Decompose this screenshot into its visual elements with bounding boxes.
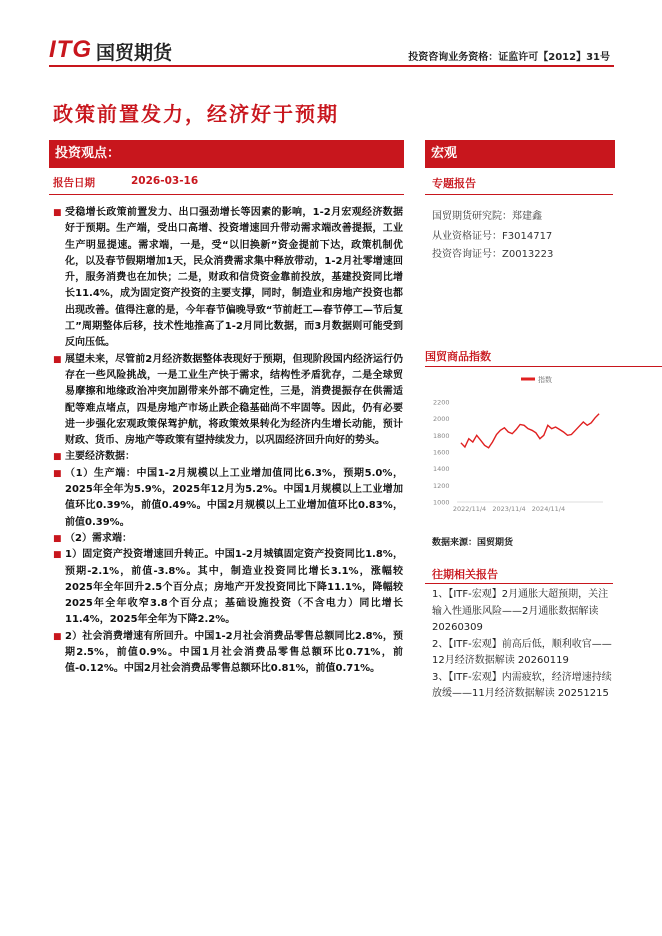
related-report-item[interactable]: 3、【ITF-宏观】内需疲软，经济增速持续放缓——11月经济数据解读 20251215 (432, 671, 612, 699)
bullet-icon: ■ (53, 533, 62, 544)
report-date: 2026-03-16 (131, 175, 199, 187)
data-source: 数据来源：国贸期货 (432, 538, 514, 548)
company-name: 国贸期货 (96, 42, 173, 64)
index-divider (425, 366, 662, 367)
sidebar-divider (425, 194, 613, 195)
bullet-icon: ■ (53, 354, 62, 365)
paragraph: ■ （2）需求端： (53, 531, 403, 547)
legend-label: 指数 (538, 376, 552, 384)
paragraph: ■ 展望未来，尽管前2月经济数据整体表现好于预期，但现阶段国内经济运行仍存在一些风险挑战，一是工业生产快于需求，结构性矛盾犹存，二是全球贸易摩擦和地缘政治冲突加剧带来外部不确定性，三是，消费提振存在供需适配等难点堵点，四是房地产市场止跌企稳基础尚不牢固等。因此，仍有必要进一步强化宏观政策保驾护航，将政策效果转化为经济内生增长动能，预计财政、货币、房地产等政策有望持续发力，以巩固经济回升向好的势头。 (53, 353, 403, 447)
related-report-item[interactable]: 1、【ITF-宏观】2月通胀大超预期，关注输入性通胀风险——2月通胀数据解读 20260309 (432, 589, 609, 633)
report-title: 政策前置发力，经济好于预期 (53, 102, 339, 126)
institute-author: 国贸期货研究院：郑建鑫 (432, 211, 542, 222)
bullet-icon: ■ (53, 452, 62, 463)
qualification-number: 从业资格证号：F3014717 (432, 231, 553, 242)
x-tick-label: 2022/11/4 (452, 505, 487, 513)
paragraph: ■ 2）社会消费增速有所回升。中国1-2月社会消费品零售总额同比2.8%，预期2.5%，前值0.9%。中国1月社会消费品零售总额环比0.71%，前值-0.12%。中国2月社会消费品零售总额环比0.81%，前值0.71%。 (53, 630, 403, 675)
header-divider (49, 65, 614, 67)
series-line (461, 414, 599, 448)
y-tick-label: 1200 (433, 481, 450, 490)
x-tick-label: 2024/11/4 (531, 505, 566, 513)
paragraph: ■ （1）生产端：中国1-2月规模以上工业增加值同比6.3%，预期5.0%，2025年全年为5.9%，2025年12月为5.2%。中国1月规模以上工业增加值环比0.39%，前值0.49%。中国2月规模以上工业增加值环比0.83%，前值0.39%。 (53, 467, 403, 528)
y-tick-label: 1000 (433, 498, 450, 507)
index-title: 国贸商品指数 (425, 350, 491, 363)
y-tick-label: 1800 (433, 431, 450, 440)
special-report-label: 专题报告 (432, 177, 476, 190)
bullet-icon: ■ (53, 468, 62, 479)
bullet-icon: ■ (53, 208, 62, 218)
paragraph: ■ 受稳增长政策前置发力、出口强劲增长等因素的影响，1-2月宏观经济数据好于预期。生产端，受出口高增、投资增速回升带动需求端改善提振，工业生产明显提速。需求端，一是，受“以旧换新”资金提前下达，政策机制优化，以及春节假期增加1天，民众消费需求集中释放带动，1-2月社零增速回升，服务消费也在加快；二是，财政和信贷资金靠前投放，基建投资同比增长11.4%，成为固定资产投资的主要支撑，同时，制造业和房地产投资也都出现改善。值得注意的是，今年春节偏晚导致“节前赶工—春节停工—节后复工”周期整体后移，技术性地推高了1-2月同比数据，而3月数据则可能受到反向压低。 (53, 207, 403, 349)
itg-logo: ITG (49, 36, 92, 63)
consult-number: 投资咨询证号：Z0013223 (432, 249, 554, 260)
bullet-icon: ■ (53, 631, 62, 642)
paragraph: ■ 主要经济数据： (53, 449, 403, 465)
related-reports-list (432, 583, 612, 703)
license-text: 投资咨询业务资格：证监许可【2012】31号 (408, 52, 610, 63)
report-date-row (49, 172, 404, 195)
category-bar: 宏观 (425, 140, 615, 168)
x-tick-label: 2023/11/4 (492, 505, 526, 513)
main-content (53, 205, 403, 678)
y-tick-label: 2000 (433, 415, 450, 424)
report-date-label: 报告日期 (53, 177, 95, 189)
y-tick-label: 2200 (433, 398, 450, 407)
index-chart (425, 368, 662, 518)
viewpoint-bar: 投资观点： (49, 140, 404, 168)
related-reports-title: 往期相关报告 (432, 568, 498, 581)
y-tick-label: 1400 (433, 465, 450, 474)
y-tick-label: 1600 (433, 448, 450, 457)
related-report-item[interactable]: 2、【ITF-宏观】前高后低，顺利收官——12月经济数据解读 20260119 (432, 638, 612, 666)
paragraph: ■ 1）固定资产投资增速回升转正。中国1-2月城镇固定资产投资同比1.8%，预期-2.1%，前值-3.8%。其中，制造业投资同比增长3.1%，涨幅较2025年全年回升2.5个百分点；房地产开发投资同比下降11.1%，降幅较2025年全年收窄3.8个百分点；基础设施投资（不含电力）同比增长11.4%，2025年全年为下降2.2%。 (53, 549, 403, 626)
bullet-icon: ■ (53, 550, 62, 561)
